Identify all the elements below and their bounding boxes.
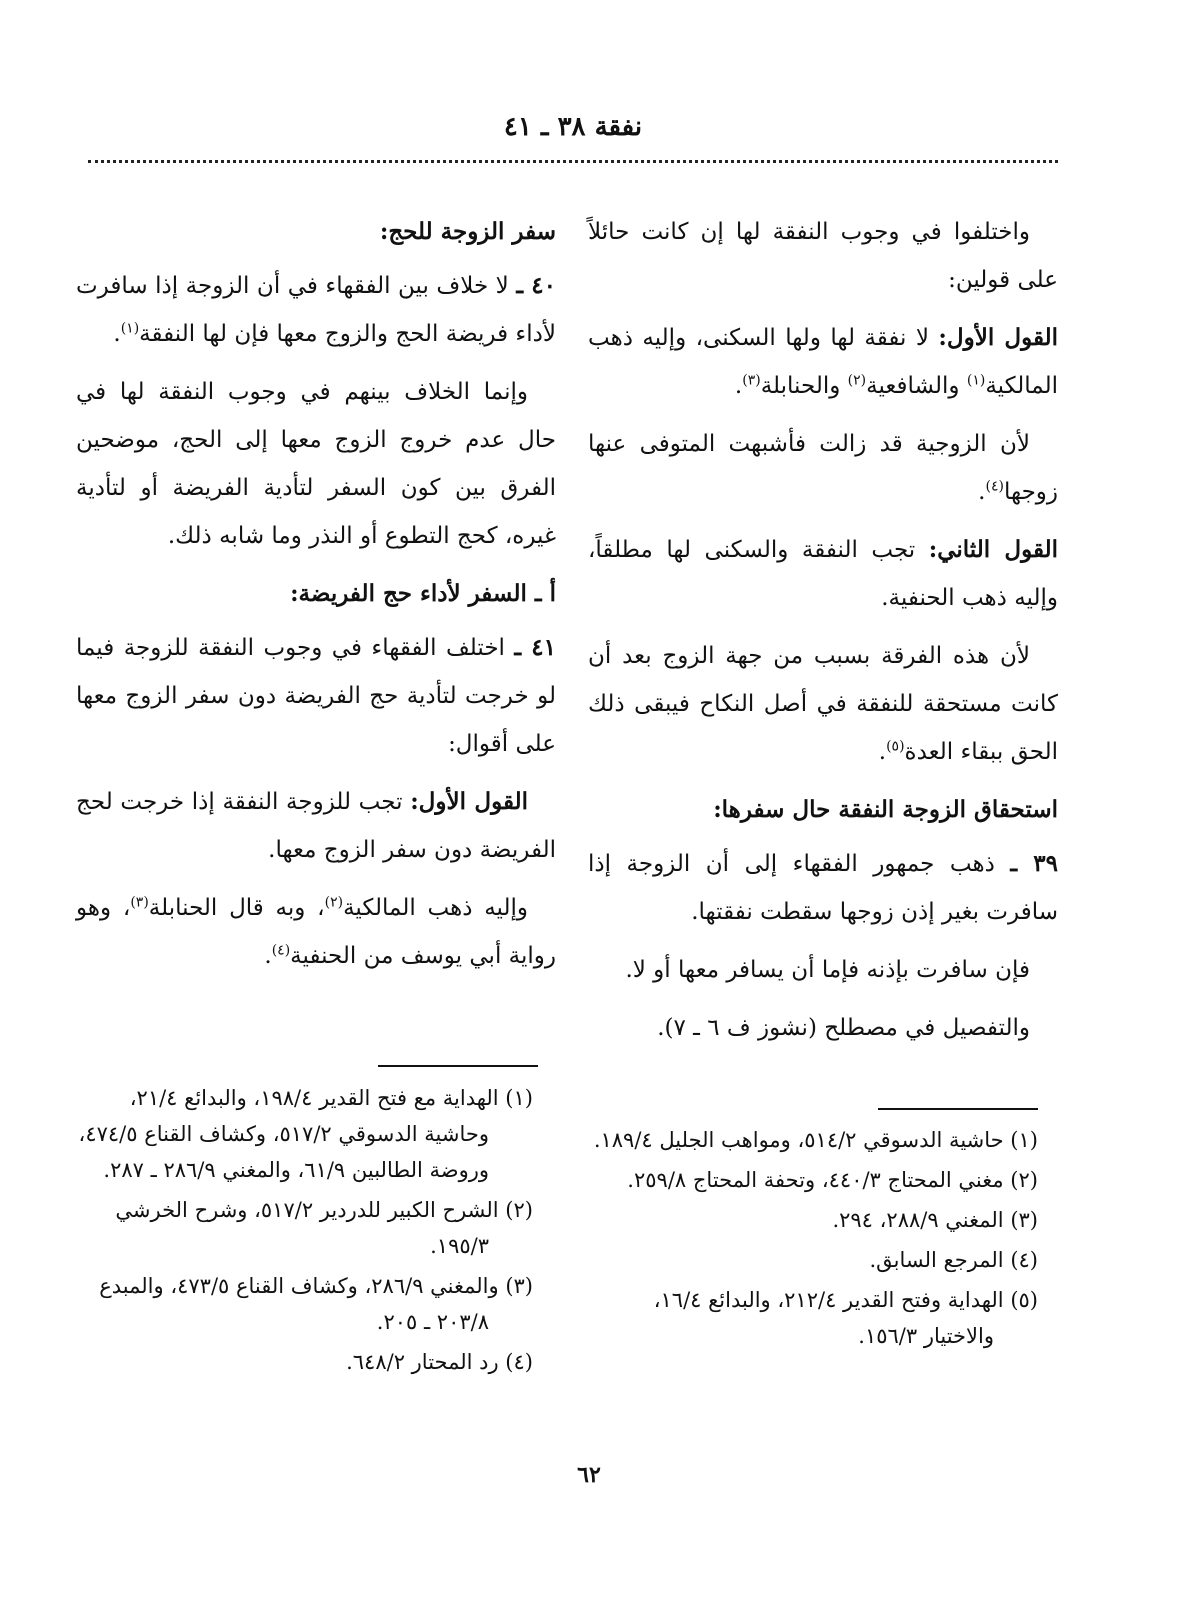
header-divider bbox=[88, 160, 1058, 163]
footnote-divider-left bbox=[378, 1065, 538, 1067]
paragraph-40-text: لا خلاف بين الفقهاء في أن الزوجة إذا سافرت لأداء فريضة الحج والزوج معها فإن لها النفقة bbox=[76, 273, 556, 347]
footnote-ref: (٣) bbox=[130, 894, 149, 911]
opinion-2-text: تجب النفقة والسكنى لها مطلقاً، وإليه ذهب الحنفية. bbox=[588, 537, 1058, 611]
footnote-ref: (٢) bbox=[847, 372, 867, 389]
footnote-divider-right bbox=[878, 1108, 1038, 1110]
footnote-item: (٤) رد المحتار ٦٤٨/٢. bbox=[346, 1350, 533, 1374]
footnote-ref: (١) bbox=[966, 372, 986, 389]
left-opinion-1-paragraph bbox=[76, 778, 556, 874]
opinion-1-end: . bbox=[734, 373, 743, 399]
footnote-item: (١) حاشية الدسوقي ٥١٤/٢، ومواهب الجليل ١٨٩/٤. bbox=[593, 1128, 1038, 1152]
left-opinion-1-label: القول الأول: bbox=[410, 788, 528, 815]
page-number: ٦٢ bbox=[577, 1462, 601, 1488]
paragraph-39-text: ذهب جمهور الفقهاء إلى أن الزوجة إذا سافرت بغير إذن زوجها سقطت نفقتها. bbox=[588, 851, 1058, 925]
footnote-item: (٢) الشرح الكبير للدردير ٥١٧/٢، وشرح الخرشي ١٩٥/٣. bbox=[115, 1198, 533, 1258]
footnotes-left bbox=[78, 1080, 533, 1384]
footnote-ref: (١) bbox=[120, 320, 140, 337]
left-opinion-1-b-text-3: ، وهو رواية أبي يوسف من الحنفية bbox=[76, 895, 556, 969]
opinion-1-reason bbox=[588, 420, 1058, 516]
section-heading-travel: استحقاق الزوجة النفقة حال سفرها: bbox=[713, 796, 1058, 823]
footnote-ref: (٢) bbox=[324, 894, 344, 911]
left-opinion-1-b bbox=[76, 884, 556, 980]
left-opinion-1-text: تجب للزوجة النفقة إذا خرجت لحج الفريضة دون سفر الزوج معها. bbox=[76, 789, 556, 863]
paragraph-41 bbox=[76, 624, 556, 768]
footnote-ref: (٤) bbox=[271, 942, 291, 959]
opinion-2-reason-end: . bbox=[878, 739, 887, 765]
subsection-heading-obligatory-hajj: أ ـ السفر لأداء حج الفريضة: bbox=[290, 580, 556, 607]
opinion-2-reason bbox=[588, 632, 1058, 776]
paragraph-39-b: فإن سافرت بإذنه فإما أن يسافر معها أو لا. bbox=[625, 957, 1030, 983]
opinion-2-paragraph bbox=[588, 526, 1058, 622]
footnote-item: (٢) مغني المحتاج ٤٤٠/٣، وتحفة المحتاج ٢٥٩/٨. bbox=[627, 1168, 1038, 1192]
paragraph-39-number: ٣٩ ـ bbox=[1010, 850, 1058, 877]
footnote-ref: (٤) bbox=[985, 478, 1004, 495]
section-heading-hajj: سفر الزوجة للحج: bbox=[379, 218, 556, 245]
page-header bbox=[88, 112, 1058, 142]
footnote-item: (٣) المغني ٢٨٨/٩، ٢٩٤. bbox=[832, 1208, 1038, 1232]
paragraph-40 bbox=[76, 262, 556, 358]
opinion-1-reason-text: لأن الزوجية قد زالت فأشبهت المتوفى عنها زوجها bbox=[588, 431, 1058, 505]
right-column bbox=[588, 208, 1058, 1062]
paragraph-40-end: . bbox=[113, 321, 121, 347]
paragraph-41-number: ٤١ ـ bbox=[514, 634, 556, 661]
paragraph-41-text: اختلف الفقهاء في وجوب النفقة للزوجة فيما لو خرجت لتأدية حج الفريضة دون سفر الزوج معها على أقوال: bbox=[76, 635, 556, 757]
intro-paragraph bbox=[588, 208, 1058, 304]
paragraph-40-number: ٤٠ ـ bbox=[516, 272, 556, 299]
left-opinion-1-b-text: وإليه ذهب المالكية bbox=[343, 895, 529, 921]
paragraph-39-c: والتفصيل في مصطلح (نشوز ف ٦ ـ ٧). bbox=[657, 1015, 1030, 1041]
opinion-1-label: القول الأول: bbox=[938, 324, 1058, 351]
opinion-1-text: لا نفقة لها ولها السكنى، وإليه ذهب المالكية bbox=[588, 325, 1058, 399]
footnotes-right bbox=[586, 1122, 1038, 1358]
footnote-ref: (٣) bbox=[742, 372, 761, 389]
footnote-item: (٤) المرجع السابق. bbox=[869, 1248, 1038, 1272]
opinion-1-reason-end: . bbox=[978, 479, 986, 505]
left-opinion-1-b-text-2: ، وبه قال الحنابلة bbox=[148, 895, 325, 921]
paragraph-40-b: وإنما الخلاف بينهم في وجوب النفقة لها في حال عدم خروج الزوج معها إلى الحج، موضحين الفرق بين كون السفر لتأدية الفريضة أو لتأدية غيره، كحج التطوع أو النذر وما شابه ذلك. bbox=[76, 379, 556, 549]
footnote-item: (١) الهداية مع فتح القدير ١٩٨/٤، والبدائع ٢١/٤، وحاشية الدسوقي ٥١٧/٢، وكشاف القناع ٤٧٤/٥، وروضة الطالبين ٦١/٩، والمغني ٢٨٦/٩ ـ ٢٨٧. bbox=[78, 1086, 533, 1182]
opinion-2-label: القول الثاني: bbox=[928, 536, 1058, 563]
left-opinion-1-b-end: . bbox=[264, 943, 272, 969]
left-column bbox=[76, 208, 556, 990]
paragraph-39 bbox=[588, 840, 1058, 936]
opinion-1-text-c: والحنابلة bbox=[760, 373, 848, 399]
opinion-1-text-b: والشافعية bbox=[866, 373, 967, 399]
footnote-item: (٥) الهداية وفتح القدير ٢١٢/٤، والبدائع ١٦/٤، والاختيار ١٥٦/٣. bbox=[653, 1288, 1038, 1348]
page-title: نفقة ٣٨ ـ ٤١ bbox=[503, 112, 643, 142]
opinion-2-reason-text: لأن هذه الفرقة بسبب من جهة الزوج بعد أن كانت مستحقة للنفقة في أصل النكاح فيبقى ذلك الحق ببقاء العدة bbox=[588, 643, 1058, 765]
opinion-1-paragraph bbox=[588, 314, 1058, 410]
footnote-ref: (٥) bbox=[886, 738, 905, 755]
footnote-item: (٣) والمغني ٢٨٦/٩، وكشاف القناع ٤٧٣/٥، والمبدع ٢٠٣/٨ ـ ٢٠٥. bbox=[99, 1274, 533, 1334]
intro-text: واختلفوا في وجوب النفقة لها إن كانت حائلاً على قولين: bbox=[588, 219, 1058, 293]
